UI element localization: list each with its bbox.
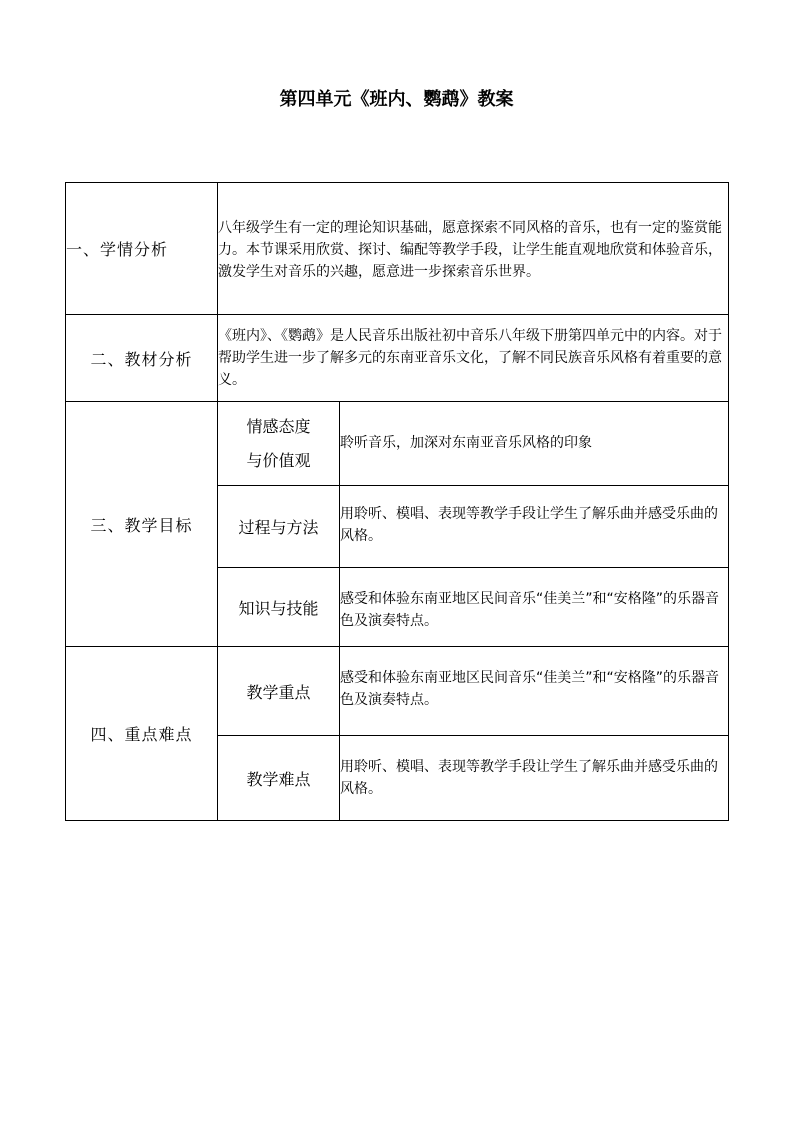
section-label-key-difficult: 四、重点难点 bbox=[66, 647, 218, 821]
sub-label-key-point: 教学重点 bbox=[218, 647, 340, 736]
goal-content-knowledge-skills: 感受和体验东南亚地区民间音乐“佳美兰”和“安格隆”的乐器音色及演奏特点。 bbox=[340, 568, 729, 647]
sub-label-process-method: 过程与方法 bbox=[218, 486, 340, 568]
sub-label-emotion-values bbox=[218, 402, 340, 486]
row-key-point bbox=[66, 647, 729, 736]
section-label-teaching-goals: 三、教学目标 bbox=[66, 402, 218, 647]
sub-label-knowledge-skills: 知识与技能 bbox=[218, 568, 340, 647]
goal-content-process-method: 用聆听、模唱、表现等教学手段让学生了解乐曲并感受乐曲的风格。 bbox=[340, 486, 729, 568]
document-title: 第四单元《班内、鹦鹉》教案 bbox=[279, 89, 514, 110]
sub-label-difficult-point: 教学难点 bbox=[218, 736, 340, 821]
row-material-analysis bbox=[66, 315, 729, 402]
content-key-point: 感受和体验东南亚地区民间音乐“佳美兰”和“安格隆”的乐器音色及演奏特点。 bbox=[340, 647, 729, 736]
sub-label-line: 情感态度 bbox=[246, 416, 311, 436]
sub-label-line: 与价值观 bbox=[246, 450, 311, 470]
section-label-learner-analysis: 一、学情分析 bbox=[66, 183, 218, 315]
section-label-material-analysis: 二、教材分析 bbox=[66, 315, 218, 402]
section-content-learner-analysis: 八年级学生有一定的理论知识基础，愿意探索不同风格的音乐，也有一定的鉴赏能力。本节课采用欣赏、探讨、编配等教学手段，让学生能直观地欣赏和体验音乐，激发学生对音乐的兴趣，愿意进一步探索音乐世界。 bbox=[218, 183, 729, 315]
goal-content-emotion-values: 聆听音乐，加深对东南亚音乐风格的印象 bbox=[340, 402, 729, 486]
lesson-plan-table bbox=[65, 182, 729, 821]
row-learner-analysis bbox=[66, 183, 729, 315]
row-goal-emotion bbox=[66, 402, 729, 486]
section-content-material-analysis: 《班内》、《鹦鹉》是人民音乐出版社初中音乐八年级下册第四单元中的内容。对于帮助学生进一步了解多元的东南亚音乐文化，了解不同民族音乐风格有着重要的意义。 bbox=[218, 315, 729, 402]
content-difficult-point: 用聆听、模唱、表现等教学手段让学生了解乐曲并感受乐曲的风格。 bbox=[340, 736, 729, 821]
